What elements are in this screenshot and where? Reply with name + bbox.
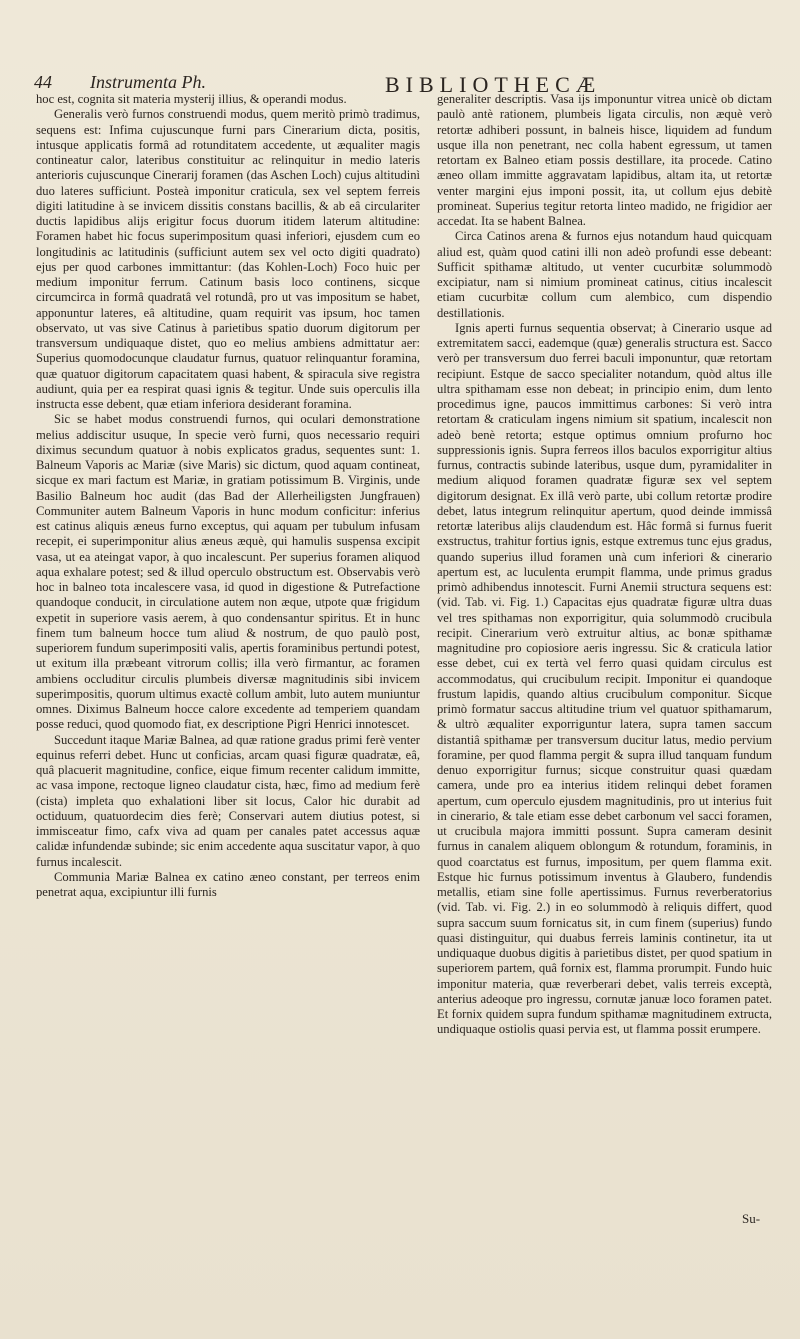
catchword: Su- — [742, 1211, 761, 1226]
left-paragraph: Sic se habet modus construendi furnos, qui oculari demonstratione melius addiscitur usuque, In specie verò furni, quos necessario requiri diximus secundum quatuor à nobis explicatos gradus, sequentes sunt: 1. Balneum Vaporis ac Mariæ (sive Maris) sic dictum, quod aquam contineat, sicque ex mari factum est Mariæ, in gratiam potissimum B. Virginis, unde Basilio Balneum hoc audit (das Bad der Allerheiligsten Jungfrauen) Communiter autem Balneum Vaporis in hunc modum conficitur: inferius est catinus aliquis æneus furno exceptus, qui aquam per tubulum infusam recepit, ei superimponitur alius æneus æquè, qui hamulis suspensa excipit vasa, ut ea ateingat vapor, à quo incalescunt. Per superius foramen aliquod aqua exhalare potest; sed & illud operculo obstructum est. Observabis verò hoc in balneo tota incalescere vasa, id quod in digestione & Putrefactione quandoque conducit, in circulatione autem non æque, utpote quæ frigidum expetit in superiore vasis aerem, à quo condensantur spiritus. Et in hunc finem tum balneum hocce tum aliud & nostrum, de quo paulò post, superiorem fundum superimpositi valis, apertis foraminibus pertundi potest, ut exitum illa præbeant vitrorum collis; illa verò firmantur, ac foramen ambiens occluditur circulis plumbeis diversæ magnitudinis sibi invicem superimpositis, quorum ultimus exactè collum ambit, luto autem muniuntur omnes. Diximus Balneum hocce calore excedente ad temperiem quandam posse reduci, quod quomodo fiat, ex descriptione Pigri Henrici innotescet. — [36, 412, 420, 732]
page-number: 44 — [34, 72, 52, 92]
running-title-right: BIBLIOTHECÆ — [385, 72, 602, 97]
right-paragraph: generaliter descriptis. Vasa ijs imponuntur vitrea unicè ob dictam paulò antè rationem, plumbeis ligata circulis, non æquè verò retortæ adhiberi possunt, in balneis hisce, liquidem ad fundum usque illa non penetrant, nec colla habent egressum, ut tamen retortam ex Balneo etiam possis destillare, ita procede. Catino æneo ollam immitte aggravatam lapidibus, altam ita, ut retortæ venter margini ejus imponi possit, ita, ut collum ejus debitè promineat. Superius tegitur retorta linteo madido, ne frigidior aer accedat. Ita se habent Balnea. — [437, 92, 772, 228]
left-paragraph: Succedunt itaque Mariæ Balnea, ad quæ ratione gradus primi ferè venter equinus referri debet. Hunc ut conficias, arcam quasi figuræ quadratæ, eâ, quâ placuerit magnitudine, confice, eique fimum recenter calidum immitte, ac vasa impone, rectoque ligneo claudatur cista, hæc, fimo ad medium ferè (cista) impleta quo exhalationi liber sit locus, Calor hic durabit ad octiduum, quatuordecim dies ferè; Conservari autem diutius potest, si immisceatur fimo, cafx viva ad quam per canales patet accessus aquæ calidæ infundendæ subinde; sic enim accedente aqua suscitatur vapor, à quo furnus incalescit. — [36, 732, 420, 869]
right-paragraph: Circa Catinos arena & furnos ejus notandum haud quicquam aliud est, quàm quod catini illi non adeò profundi esse debeant: Sufficit spithamæ altitudo, ut venter cucurbitæ solummodò excipiatur, nam si nimium promineat catinus, citius incalescit etiam cucurbitæ collum cum alembico, cum dispendio destillationis. — [437, 229, 772, 320]
left-paragraph: hoc est, cognita sit materia mysterij illius, & operandi modus. — [36, 92, 347, 106]
left-paragraph: Generalis verò furnos construendi modus, quem meritò primò tradimus, sequens est: Infima cujuscunque furni pars Cinerarium dicta, positis, intusque applicatis formâ ad rotunditatem accedente, ut æqualiter magis contineatur calor, lateribus constituitur ac relinquitur in medio lateris anterioris cujuscunque Cinerarij foramen (das Aschen Loch) cujus altitudinì duo lateres sufficiunt. Posteà imponitur craticula, sex vel septem ferreis digiti latitudine à se invicem dissitis constans bacillis, & ab eâ circulariter ductis lapidibus alijs erigitur focus duorum itidem laterum altitudine: Foramen habet hic focus superimpositum quasi inferiori, ejusdem cum eo longitudinis ac latitudinis (sufficiunt autem sex vel octo digiti quadrato) ejus per quod carbones immittantur: (das Kohlen-Loch) Foco huic per medium imponitur ferrum. Catinum basis loco continens, sicque circumcirca in formâ quadratâ vel rotundâ, pro ut vas impositum se habet, apponuntur lateres, eâ altitudine, quam requirit vas ipsum, hoc tamen observato, ut vas sive Catinus à parietibus spatio duorum digitorum per transversum undiquaque distet, quo eo melius ambiens admittatur aer: Superius quomodocunque claudatur furnus, quatuor relinquantur foramina, quæ quatuor digitorum capacitatem quasi habent, & spiracula sive registra audiunt, quia per ea respirat quasi ignis & tegitur. Unde suis operculis illa instructa esse debent, quæ etiam inferiora desiderant foramina. — [36, 107, 420, 411]
right-paragraph: Ignis aperti furnus sequentia observat; à Cinerario usque ad extremitatem sacci, eademque (quæ) generalis structura est. Sacco verò per transversum duo ferrei baculi imponuntur, quæ retortam recipiunt. Estque de sacco specialiter notandum, quòd altus ille ultra spithamam esse non debeat; in principio enim, dum lento procedimus igne, paucos immittimus carbones: Si verò intra retortam & craticulam ingens nimium sit spatium, incalescit non adeò benè retorta; estque optimus omnium profurno hoc suppressionis ignis. Supra ferreos illos baculos exporrigitur altius furnus, contractis subinde lateribus, usque dum, pyramidaliter in medium aliquod foramen quadratæ figuræ sex vel septem digitorum designat. Ex illâ verò parte, ubi collum retortæ prodire debet, latus integrum relinquitur apertum, quod deinde immissâ retortæ lateribus alijs claudendum est. Hâc formâ si furnus fuerit exstructus, trahitur fortius ignis, estque extremus tunc ejus gradus, quando superius illud foramen unà cum inferiori & cinerario apertum est, ac luculenta erumpit flamma, unde primus gradus primò adhibendus innotescit. Furni Anemii structura sequens est: (vid. Tab. vi. Fig. 1.) Capacitas ejus quadratæ figuræ ultra duas vel tres spithamas non exporrigitur, quia solummodò crucibula recipit. Cinerarium verò extruitur altius, ac bonæ spithamæ magnitudine pro copiosiore aeris ingressu. Sic & craticula latior esse debet, cui ex tertà vel ferro quasi quidam circulus est accommodatus, qui crucibulum recipit. Imponitur ei quandoque frustum lapidis, quando altius crucibulum componitur. Sicque primò formatur saccus altitudine trium vel quatuor spithamarum, & ultrò æqualiter exporriguntur latera, supra tamen saccum distantiâ spithamæ per transversum ducitur latus, medio pervium foramine, per quod flamma pergit & supra illud tanquam fundum denuo exporrigitur furnus; sicque construitur quasi quædam camera, unde pro ea interius itidem relinqui debet foramen apertum, cum operculo ejusdem magnitudinis, pro ut interius fuit in cinerario, & tale etiam esse debet carbonum vel sacci foramen, ut crucibula majora immitti possunt. Supra cameram desinit furnus in canalem aliquem oblongum & rotundum, foraminis, in quod coarctatus est furnus, impositum, per quem flamma exit. Estque hic furnus potissimum inventus à Glaubero, fundendis metallis, etiam sine folle apertissimus. Furnus reverberatorius (vid. Tab. vi. Fig. 2.) in eo solummodò à reliquis differt, quod supra saccum suum fornicatus sit, in cum finem (superius) fundo quasi distinguitur, qui duabus ferreis laminis continetur, ita ut undiquaque duobus digitis à parietibus distet, per quod spatium in superiorem partem, quâ fornix est, flamma prorumpit. Fundo huic imponitur materia, quæ reverberari debet, valis terreis exceptà, anterius adeoque pro ingressu, cornutæ januæ loco foramen patet. Et fornix quidem supra fundum spithamæ magnitudinem extructa, undiquaque ostiolis quasi pervia est, ut flamma possit erumpere. — [437, 320, 772, 1037]
right-column — [437, 92, 772, 1038]
left-paragraph: Communia Mariæ Balnea ex catino æneo constant, per terreos enim penetrat aqua, excipiuntur illi furnis — [36, 869, 420, 899]
running-title: Instrumenta Ph. — [90, 72, 206, 92]
left-column — [36, 92, 420, 900]
